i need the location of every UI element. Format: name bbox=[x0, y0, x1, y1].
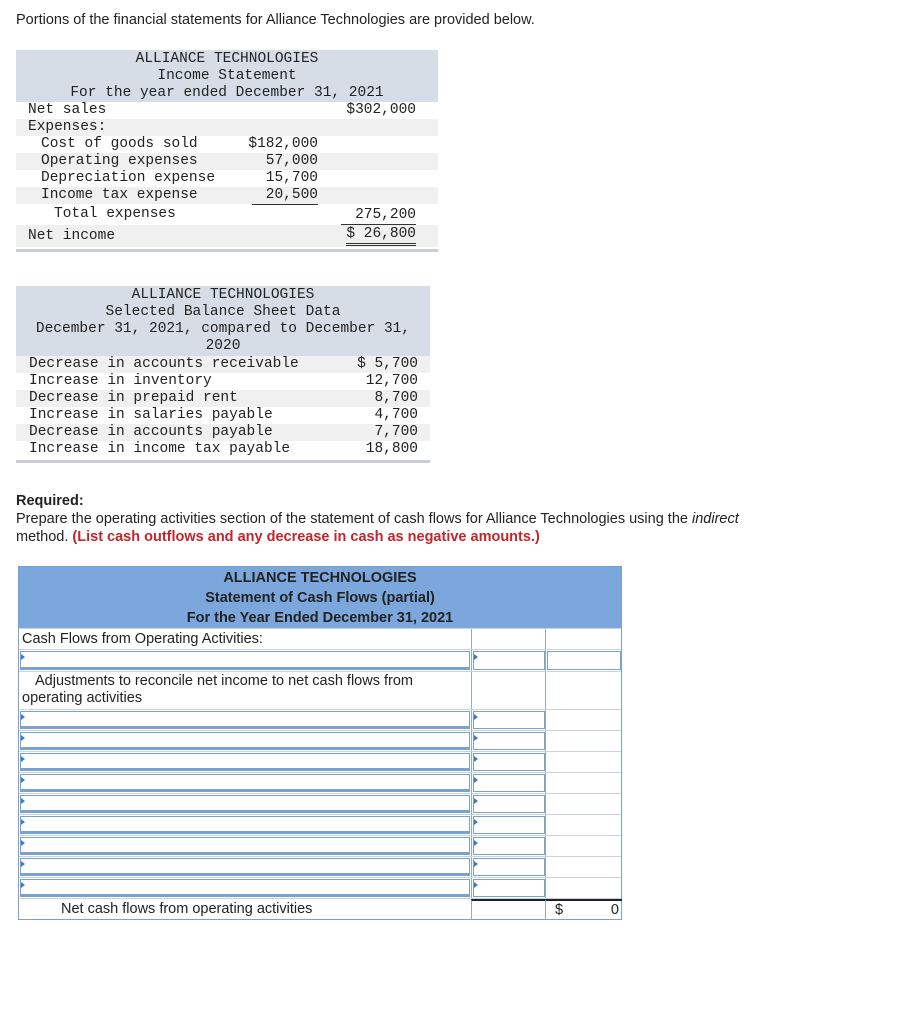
amount-cell bbox=[471, 857, 546, 877]
label-cell bbox=[19, 752, 471, 772]
expense-value: $182,000 bbox=[248, 136, 318, 152]
amount-cell bbox=[471, 899, 546, 919]
adjustments-label bbox=[19, 672, 471, 709]
label-cell bbox=[19, 650, 471, 671]
adjustment-row bbox=[19, 856, 621, 877]
required-text-a: Prepare the operating activities section of the statement of cash flows for Alliance Technologies using the bbox=[16, 511, 692, 527]
adjustments-label-line1: Adjustments to reconcile net income to net cash flows from bbox=[35, 673, 413, 689]
net-income-value: $ 26,800 bbox=[346, 226, 416, 246]
balance-period: December 31, 2021, compared to December 31, bbox=[35, 321, 411, 337]
total-cell bbox=[545, 773, 622, 793]
net-sales-label: Net sales bbox=[28, 102, 107, 118]
balance-value: 12,700 bbox=[365, 373, 418, 389]
label-cell bbox=[19, 773, 471, 793]
label-cell bbox=[19, 731, 471, 751]
balance-end-rule bbox=[16, 460, 430, 463]
required-instructions bbox=[16, 510, 896, 546]
net-income-entry-row bbox=[19, 649, 621, 671]
amount-cell bbox=[471, 815, 546, 835]
expense-row bbox=[16, 170, 438, 187]
label-dropdown[interactable] bbox=[20, 711, 470, 729]
amount-cell bbox=[471, 752, 546, 772]
adjustment-row bbox=[19, 793, 621, 814]
amount-cell bbox=[471, 836, 546, 856]
cf-title: Statement of Cash Flows (partial) bbox=[205, 590, 435, 606]
label-cell bbox=[19, 878, 471, 898]
amount-input[interactable] bbox=[473, 732, 545, 750]
amount-input[interactable] bbox=[473, 879, 545, 897]
net-cash-flow-label: Net cash flows from operating activities bbox=[61, 901, 313, 917]
currency-symbol: $ bbox=[555, 902, 564, 918]
label-dropdown[interactable] bbox=[20, 795, 470, 813]
balance-row bbox=[16, 441, 430, 458]
balance-row bbox=[16, 373, 430, 390]
expense-label: Depreciation expense bbox=[41, 170, 216, 186]
amount-cell bbox=[471, 629, 546, 649]
label-dropdown[interactable] bbox=[20, 858, 470, 876]
operating-label: Cash Flows from Operating Activities: bbox=[22, 631, 263, 647]
total-cell bbox=[545, 836, 622, 856]
total-expenses-row bbox=[16, 204, 438, 225]
total-expenses-value: 275,200 bbox=[341, 207, 416, 225]
amount-cell bbox=[471, 794, 546, 814]
total-cell bbox=[545, 878, 622, 898]
balance-label: Decrease in accounts payable bbox=[29, 424, 273, 440]
expense-value: 20,500 bbox=[252, 187, 318, 205]
expense-label: Income tax expense bbox=[41, 187, 198, 203]
total-cell bbox=[545, 672, 622, 709]
label-cell bbox=[19, 710, 471, 730]
amount-input[interactable] bbox=[473, 711, 545, 729]
balance-value: 4,700 bbox=[374, 407, 418, 423]
amount-input[interactable] bbox=[473, 816, 545, 834]
label-cell bbox=[19, 836, 471, 856]
total-cell bbox=[545, 794, 622, 814]
balance-value: $ 5,700 bbox=[357, 356, 418, 372]
adjustment-row bbox=[19, 835, 621, 856]
net-income-label: Net income bbox=[28, 228, 116, 244]
label-cell bbox=[19, 794, 471, 814]
required-note: (List cash outflows and any decrease in cash as negative amounts.) bbox=[72, 529, 540, 545]
cf-company: ALLIANCE TECHNOLOGIES bbox=[223, 570, 417, 586]
net-cash-flow-total bbox=[545, 899, 622, 919]
total-cell bbox=[545, 710, 622, 730]
income-period: For the year ended December 31, 2021 bbox=[70, 85, 384, 101]
expense-label: Operating expenses bbox=[41, 153, 198, 169]
balance-row bbox=[16, 407, 430, 424]
label-dropdown[interactable] bbox=[20, 732, 470, 750]
required-text-italic: indirect bbox=[692, 511, 739, 527]
adjustment-row bbox=[19, 730, 621, 751]
balance-title: Selected Balance Sheet Data bbox=[105, 304, 341, 320]
required-section bbox=[16, 492, 896, 546]
expense-row bbox=[16, 187, 438, 204]
expenses-label: Expenses: bbox=[28, 119, 107, 135]
cf-period: For the Year Ended December 31, 2021 bbox=[186, 610, 454, 626]
total-cell bbox=[545, 650, 622, 671]
amount-input[interactable] bbox=[473, 753, 545, 771]
amount-input[interactable] bbox=[473, 795, 545, 813]
total-input[interactable] bbox=[547, 651, 621, 670]
balance-label: Decrease in accounts receivable bbox=[29, 356, 299, 372]
cash-flow-header bbox=[19, 567, 621, 628]
expense-row bbox=[16, 136, 438, 153]
total-cell bbox=[545, 857, 622, 877]
label-dropdown[interactable] bbox=[20, 837, 470, 855]
amount-input[interactable] bbox=[473, 837, 545, 855]
amount-input[interactable] bbox=[473, 858, 545, 876]
balance-row bbox=[16, 424, 430, 441]
amount-cell bbox=[471, 731, 546, 751]
balance-row bbox=[16, 390, 430, 407]
label-dropdown[interactable] bbox=[20, 816, 470, 834]
cash-flow-worksheet bbox=[18, 566, 622, 920]
balance-value: 18,800 bbox=[365, 441, 418, 457]
adjustment-row bbox=[19, 772, 621, 793]
label-dropdown[interactable] bbox=[20, 753, 470, 771]
balance-company: ALLIANCE TECHNOLOGIES bbox=[131, 287, 315, 303]
net-cash-flow-value: 0 bbox=[610, 902, 619, 918]
amount-input[interactable] bbox=[473, 774, 545, 792]
total-cell bbox=[545, 629, 622, 649]
required-title: Required: bbox=[16, 493, 84, 509]
adjustment-row bbox=[19, 751, 621, 772]
balance-label: Increase in inventory bbox=[29, 373, 212, 389]
expense-row bbox=[16, 153, 438, 170]
adjustment-row bbox=[19, 877, 621, 898]
amount-input[interactable] bbox=[473, 651, 545, 670]
net-sales-value: $302,000 bbox=[346, 102, 416, 118]
balance-value: 8,700 bbox=[374, 390, 418, 406]
balance-label: Decrease in prepaid rent bbox=[29, 390, 238, 406]
amount-cell bbox=[471, 878, 546, 898]
balance-label: Increase in income tax payable bbox=[29, 441, 291, 457]
balance-sheet-data bbox=[16, 286, 430, 463]
label-cell bbox=[19, 815, 471, 835]
adjustments-heading-row bbox=[19, 671, 621, 709]
operating-heading-row bbox=[19, 628, 621, 649]
balance-period-year: 2020 bbox=[205, 338, 241, 354]
expense-value: 57,000 bbox=[265, 153, 318, 169]
total-cell bbox=[545, 752, 622, 772]
income-statement bbox=[16, 50, 438, 252]
label-dropdown[interactable] bbox=[20, 774, 470, 792]
income-end-rule bbox=[16, 249, 438, 252]
balance-row bbox=[16, 356, 430, 373]
amount-cell bbox=[471, 710, 546, 730]
expense-label: Cost of goods sold bbox=[41, 136, 198, 152]
expense-value: 15,700 bbox=[265, 170, 318, 186]
net-sales-row bbox=[16, 102, 438, 119]
net-cash-flow-row bbox=[19, 898, 621, 919]
total-cell bbox=[545, 815, 622, 835]
income-statement-header bbox=[16, 50, 438, 102]
income-company: ALLIANCE TECHNOLOGIES bbox=[135, 51, 319, 67]
balance-label: Increase in salaries payable bbox=[29, 407, 273, 423]
adjustment-row bbox=[19, 709, 621, 730]
amount-cell bbox=[471, 672, 546, 709]
label-dropdown[interactable] bbox=[20, 879, 470, 897]
amount-cell bbox=[471, 650, 546, 671]
expenses-heading-row bbox=[16, 119, 438, 136]
balance-header bbox=[16, 286, 430, 356]
required-text-b: method. bbox=[16, 529, 73, 545]
label-dropdown[interactable] bbox=[20, 651, 470, 670]
income-title: Income Statement bbox=[157, 68, 297, 84]
total-expenses-label: Total expenses bbox=[54, 206, 176, 222]
net-income-row bbox=[16, 225, 438, 247]
balance-value: 7,700 bbox=[374, 424, 418, 440]
total-cell bbox=[545, 731, 622, 751]
adjustments-label-line2: operating activities bbox=[22, 690, 143, 706]
adjustment-row bbox=[19, 814, 621, 835]
amount-cell bbox=[471, 773, 546, 793]
intro-text: Portions of the financial statements for Alliance Technologies are provided below. bbox=[16, 12, 535, 28]
label-cell bbox=[19, 857, 471, 877]
